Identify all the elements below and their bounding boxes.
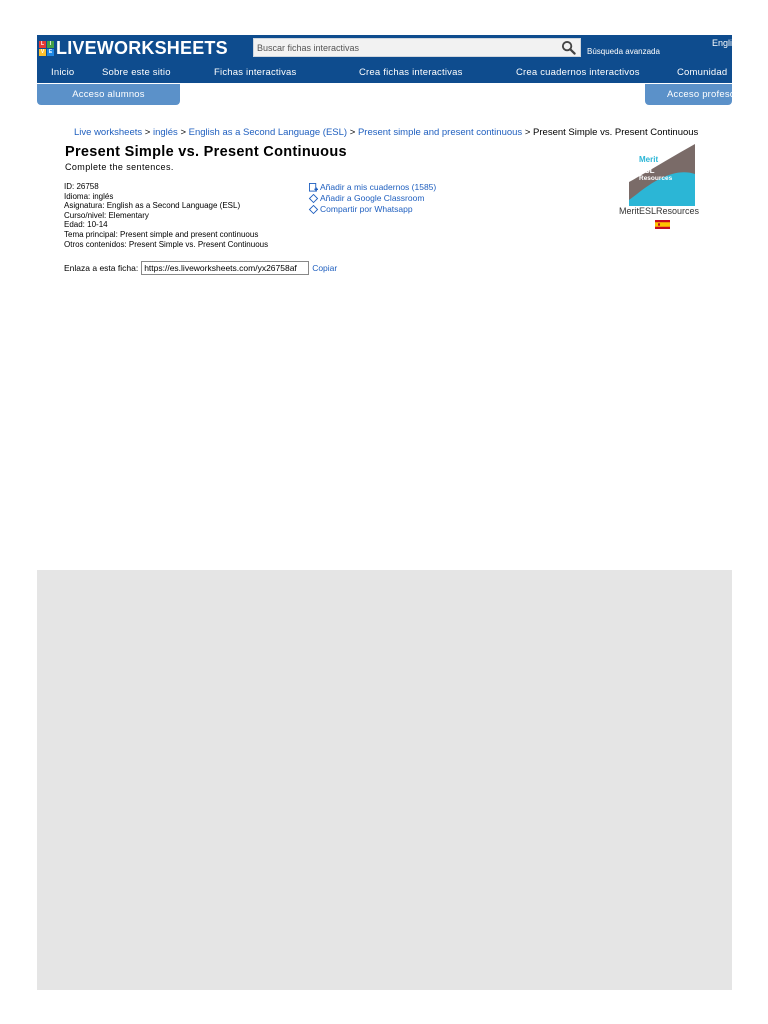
top-header bbox=[37, 35, 742, 62]
author-logo-line3: Resources bbox=[639, 175, 673, 182]
nav-worksheets[interactable]: Fichas interactivas bbox=[214, 67, 297, 78]
add-to-classroom-link[interactable] bbox=[309, 193, 436, 204]
search-icon[interactable] bbox=[561, 40, 576, 55]
teachers-access-button[interactable]: Acceso profesores bbox=[645, 84, 732, 105]
meta-age: Edad: 10-14 bbox=[64, 220, 108, 230]
breadcrumb-separator: > bbox=[349, 127, 356, 138]
nav-about[interactable]: Sobre este sitio bbox=[102, 67, 171, 78]
students-access-button[interactable]: Acceso alumnos bbox=[37, 84, 180, 105]
breadcrumb-subject[interactable]: English as a Second Language (ESL) bbox=[188, 127, 348, 138]
add-to-classroom-label: Añadir a Google Classroom bbox=[320, 193, 425, 203]
share-link-row bbox=[64, 261, 337, 275]
main-nav bbox=[37, 62, 732, 83]
spain-flag-icon bbox=[655, 220, 670, 229]
search-box bbox=[253, 38, 581, 57]
breadcrumb-language[interactable]: inglés bbox=[152, 127, 178, 138]
classroom-icon bbox=[309, 194, 318, 203]
author-logo-line1: Merit bbox=[639, 155, 659, 164]
breadcrumb-separator: > bbox=[524, 127, 531, 138]
share-whatsapp-label: Compartir por Whatsapp bbox=[320, 204, 413, 214]
author-name[interactable]: MeritESLResources bbox=[619, 206, 700, 216]
worksheet-actions bbox=[309, 182, 436, 215]
meta-other-contents: Otros contenidos: Present Simple vs. Present Continuous bbox=[64, 239, 269, 249]
share-link-label: Enlaza a esta ficha: bbox=[64, 263, 139, 273]
logo-letter: E bbox=[48, 48, 53, 55]
share-whatsapp-link[interactable] bbox=[309, 204, 436, 215]
worksheet-description: Complete the sentences. bbox=[65, 162, 174, 172]
share-link-field[interactable] bbox=[141, 261, 309, 275]
advanced-search-link[interactable]: Búsqueda avanzada bbox=[587, 47, 660, 56]
logo-grid-icon bbox=[39, 41, 54, 56]
whatsapp-icon bbox=[309, 205, 318, 214]
nav-community[interactable]: Comunidad bbox=[677, 67, 728, 78]
author-avatar[interactable] bbox=[629, 144, 695, 206]
worksheet-content-area bbox=[37, 570, 732, 990]
nav-home[interactable]: Inicio bbox=[51, 67, 75, 78]
search-input[interactable] bbox=[254, 42, 559, 54]
language-selector[interactable]: English bbox=[712, 38, 742, 48]
nav-create-worksheets[interactable]: Crea fichas interactivas bbox=[359, 67, 463, 78]
add-to-notebooks-link[interactable] bbox=[309, 182, 436, 193]
copy-link-button[interactable]: Copiar bbox=[312, 263, 338, 273]
nav-create-notebooks[interactable]: Crea cuadernos interactivos bbox=[516, 67, 640, 78]
add-to-notebooks-label: Añadir a mis cuadernos (1585) bbox=[320, 182, 437, 192]
breadcrumb-topic[interactable]: Present simple and present continuous bbox=[357, 127, 523, 138]
breadcrumb-current: Present Simple vs. Present Continuous bbox=[533, 127, 699, 138]
page-title: Present Simple vs. Present Continuous bbox=[65, 144, 347, 160]
notebook-icon bbox=[309, 183, 318, 192]
breadcrumb bbox=[74, 127, 698, 138]
breadcrumb-separator: > bbox=[144, 127, 151, 138]
meta-id: ID: 26758 bbox=[64, 182, 99, 191]
logo-letter: I bbox=[47, 41, 54, 48]
logo-letter: V bbox=[40, 48, 45, 55]
logo-text: LIVEWORKSHEETS bbox=[56, 37, 228, 58]
meta-level: Curso/nivel: Elementary bbox=[64, 210, 149, 220]
meta-subject: Asignatura: English as a Second Language (ESL) bbox=[64, 201, 241, 211]
worksheet-meta bbox=[64, 182, 268, 249]
meta-language: Idioma: inglés bbox=[64, 191, 114, 201]
breadcrumb-separator: > bbox=[180, 127, 186, 138]
site-logo[interactable] bbox=[39, 38, 228, 58]
author-logo-line2: ESL bbox=[639, 166, 655, 175]
meta-main-topic: Tema principal: Present simple and present continuous bbox=[64, 229, 259, 239]
breadcrumb-home[interactable]: Live worksheets bbox=[74, 127, 143, 138]
logo-letter: L bbox=[40, 40, 45, 47]
